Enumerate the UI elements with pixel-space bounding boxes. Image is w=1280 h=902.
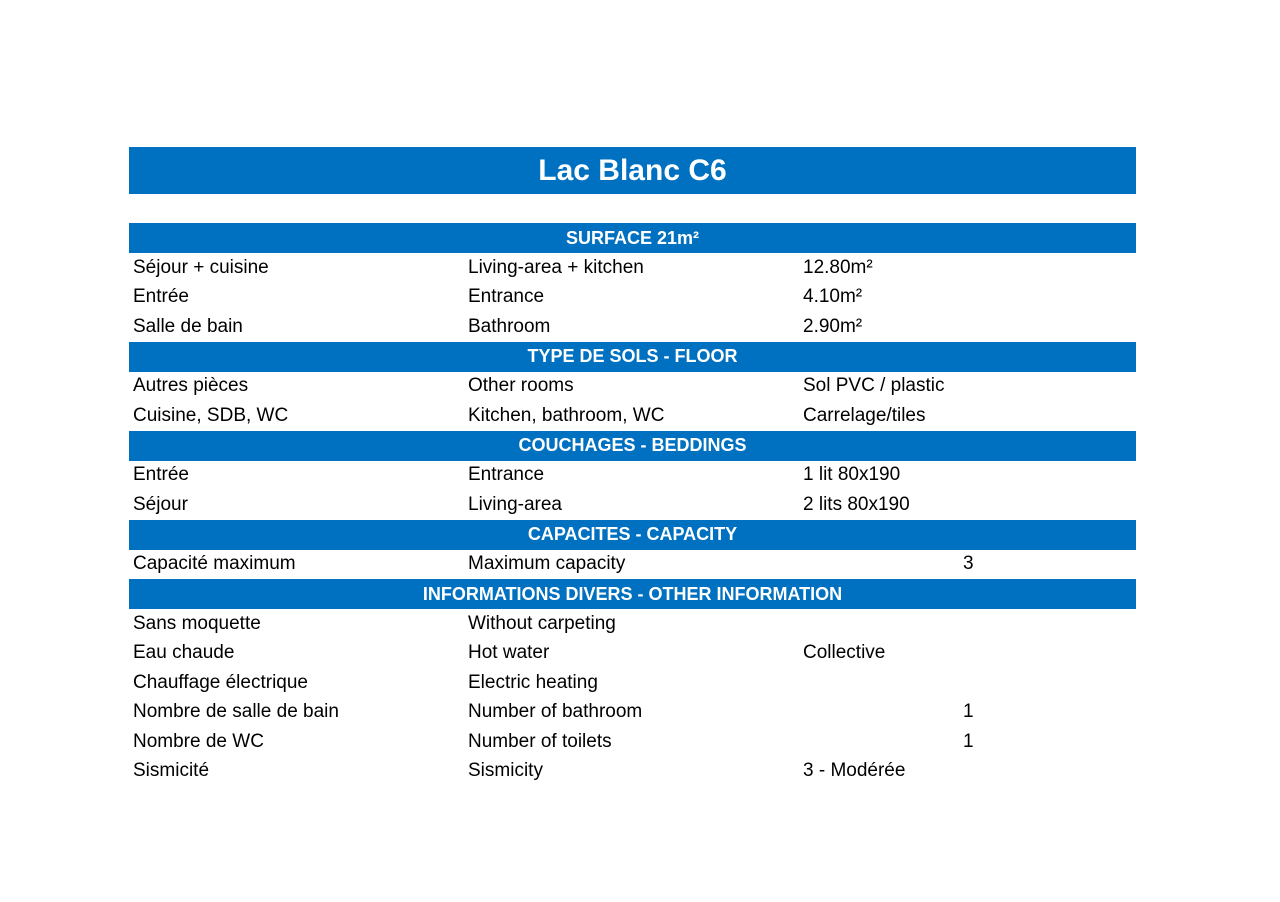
table-row — [129, 312, 1136, 342]
page-title: Lac Blanc C6 — [129, 147, 1136, 194]
section-header-floor: TYPE DE SOLS - FLOOR — [129, 342, 1136, 372]
section-header-other: INFORMATIONS DIVERS - OTHER INFORMATION — [129, 579, 1136, 609]
section-header-surface: SURFACE 21m² — [129, 223, 1136, 253]
section-header-beddings: COUCHAGES - BEDDINGS — [129, 431, 1136, 461]
table-row — [129, 490, 1136, 520]
label-en: Other rooms — [468, 375, 574, 397]
label-fr: Séjour + cuisine — [133, 256, 269, 278]
number: 1 — [963, 701, 974, 723]
table-row — [129, 401, 1136, 431]
label-fr: Chauffage électrique — [133, 671, 308, 693]
label-en: Entrance — [468, 464, 545, 486]
value: Sol PVC / plastic — [803, 375, 945, 397]
label-en: Electric heating — [468, 671, 598, 693]
label-en: Hot water — [468, 642, 550, 664]
label-fr: Sans moquette — [133, 612, 261, 634]
label-fr: Séjour — [133, 493, 188, 515]
spacer — [129, 194, 1136, 223]
value: 1 lit 80x190 — [803, 464, 901, 486]
label-en: Bathroom — [468, 315, 551, 337]
table-row — [129, 372, 1136, 402]
label-fr: Capacité maximum — [133, 553, 296, 575]
label-fr: Entrée — [133, 464, 189, 486]
table-row — [129, 253, 1136, 283]
label-en: Kitchen, bathroom, WC — [468, 404, 665, 426]
label-fr: Nombre de salle de bain — [133, 701, 339, 723]
value: 4.10m² — [803, 286, 863, 308]
info-sheet — [129, 147, 1136, 786]
label-fr: Cuisine, SDB, WC — [133, 404, 289, 426]
label-fr: Entrée — [133, 286, 189, 308]
table-row — [129, 609, 1136, 639]
value: 2.90m² — [803, 315, 863, 337]
section-header-capacity: CAPACITES - CAPACITY — [129, 520, 1136, 550]
label-en: Sismicity — [468, 760, 543, 782]
label-en: Maximum capacity — [468, 553, 626, 575]
number: 1 — [963, 730, 974, 752]
number: 3 — [963, 553, 974, 575]
label-fr: Nombre de WC — [133, 730, 264, 752]
label-fr: Sismicité — [133, 760, 210, 782]
table-row — [129, 757, 1136, 787]
label-en: Entrance — [468, 286, 545, 308]
label-fr: Salle de bain — [133, 315, 243, 337]
label-en: Number of bathroom — [468, 701, 643, 723]
table-row — [129, 698, 1136, 728]
label-en: Without carpeting — [468, 612, 616, 634]
label-en: Living-area + kitchen — [468, 256, 644, 278]
label-en: Number of toilets — [468, 730, 612, 752]
label-fr: Eau chaude — [133, 642, 235, 664]
value: 3 - Modérée — [803, 760, 906, 782]
table-row — [129, 550, 1136, 580]
value: 12.80m² — [803, 256, 873, 278]
label-en: Living-area — [468, 493, 562, 515]
value: Collective — [803, 642, 886, 664]
table-row — [129, 727, 1136, 757]
value: Carrelage/tiles — [803, 404, 926, 426]
table-row — [129, 283, 1136, 313]
table-row — [129, 461, 1136, 491]
table-row — [129, 639, 1136, 669]
value: 2 lits 80x190 — [803, 493, 910, 515]
label-fr: Autres pièces — [133, 375, 249, 397]
table-row — [129, 668, 1136, 698]
